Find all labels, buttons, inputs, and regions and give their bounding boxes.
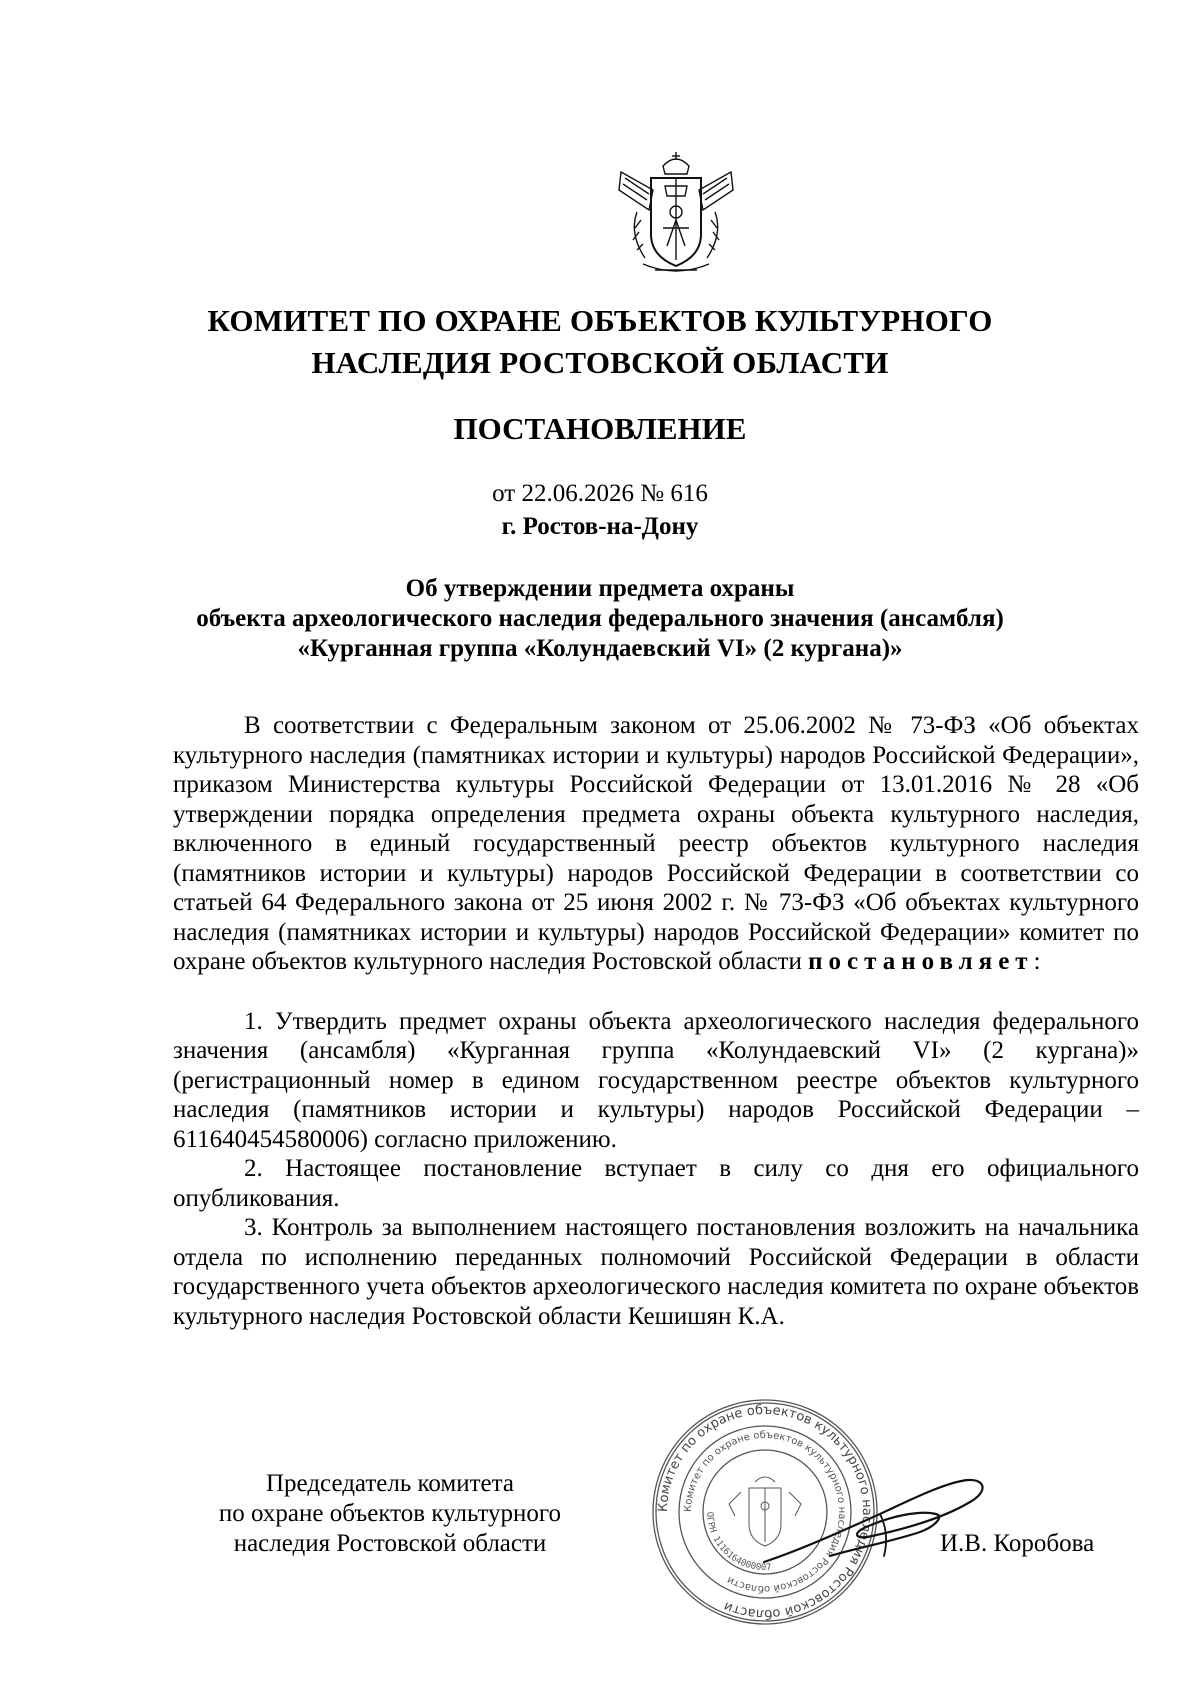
signer-position-line-3: наследия Ростовской области xyxy=(233,1530,547,1557)
signer-position-line-1: Председатель комитета xyxy=(266,1470,514,1497)
document-body xyxy=(173,711,1139,1331)
preamble-paragraph xyxy=(173,711,1139,977)
signer-position-line-2: по охране объектов культурного xyxy=(218,1500,562,1527)
subject-line-2: объекта археологического наследия федерального значения (ансамбля) xyxy=(196,605,1004,632)
document-date-number: от 22.06.2026 № 616 xyxy=(492,480,708,507)
item-1: 1. Утвердить предмет охраны объекта археологического наследия федерального значения (ансамбля) «Курганная группа «Колундаевский VI» (2 кургана)» (регистрационный номер в едином государственном реестре объектов культурного наследия (памятников истории и культуры) народов Российской Федерации – 611640454580006) согласно приложению. xyxy=(173,1007,1139,1153)
subject-line-1: Об утверждении предмета охраны xyxy=(405,575,795,602)
seal-inner-text: Комитет по охране объектов культурного наследия Ростовской области xyxy=(682,1429,848,1595)
signer-name: И.В. Коробова xyxy=(940,1530,1095,1557)
decree-colon: : xyxy=(1033,948,1041,975)
signer-position xyxy=(170,1469,610,1559)
handwritten-signature xyxy=(760,1470,990,1580)
rostov-region-coat-of-arms-icon xyxy=(615,150,737,278)
organization-title xyxy=(150,300,1050,384)
item-2: 2. Настоящее постановление вступает в силу со дня его официального опубликования. xyxy=(173,1155,1139,1212)
seal-number-text: ОГРН 1116164000007 xyxy=(703,1511,772,1574)
document-subject xyxy=(150,574,1050,664)
document-type: ПОСТАНОВЛЕНИЕ xyxy=(453,411,747,446)
item-3: 3. Контроль за выполнением настоящего постановления возложить на начальника отдела по исполнению переданных полномочий Российской Федерации в области государственного учета объектов археологического наследия комитета по охране объектов культурного наследия Ростовской области Кешишян К.А. xyxy=(173,1214,1139,1330)
preamble-text: В соответствии с Федеральным законом от 25.06.2002 № 73-ФЗ «Об объектах культурного наследия (памятниках истории и культуры) народов Российской Федерации», приказом Министерства культуры Российской Федерации от 13.01.2016 № 28 «Об утверждении порядка определения предмета охраны объекта культурного наследия, включенного в единый государственный реестр объектов культурного наследия (памятников истории и культуры) народов Российской Федерации в соответствии со статьей 64 Федерального закона от 25 июня 2002 г. № 73-ФЗ «Об объектах культурного наследия (памятниках истории и культуры) народов Российской Федерации» комитет по охране объектов культурного наследия Ростовской области xyxy=(173,712,1139,975)
document-city: г. Ростов-на-Дону xyxy=(501,513,699,540)
decree-word: постановляет xyxy=(808,948,1034,975)
seal-outer-text: Комитет по охране объектов культурного наследия Ростовской области xyxy=(655,1402,875,1622)
organization-title-line-1: КОМИТЕТ ПО ОХРАНЕ ОБЪЕКТОВ КУЛЬТУРНОГО xyxy=(207,303,993,338)
organization-title-line-2: НАСЛЕДИЯ РОСТОВСКОЙ ОБЛАСТИ xyxy=(311,345,889,380)
subject-line-3: «Курганная группа «Колундаевский VI» (2 кургана)» xyxy=(297,635,903,662)
